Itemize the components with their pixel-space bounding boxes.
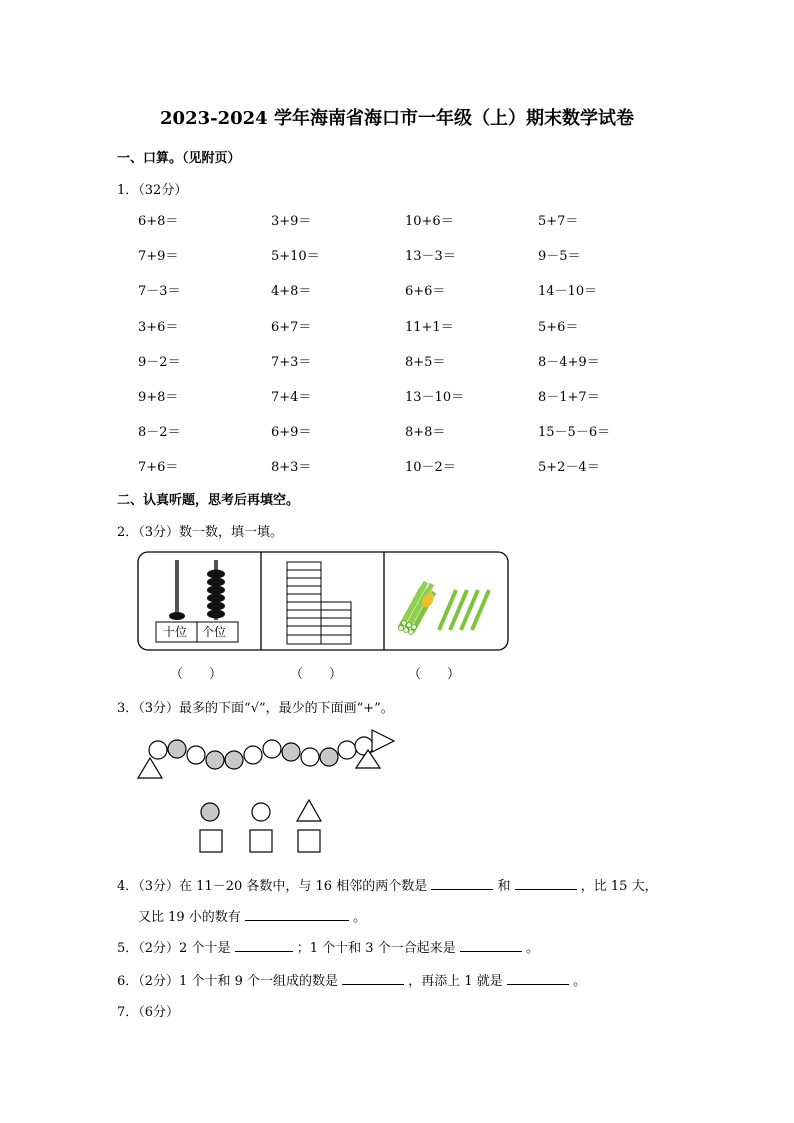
arithmetic-problem: 7+9＝ bbox=[138, 249, 179, 264]
question-2-label: 2．（3分）数一数，填一填。 bbox=[117, 525, 284, 540]
arithmetic-problem: 8－4+9＝ bbox=[538, 355, 600, 370]
circle-icon bbox=[244, 746, 262, 764]
arithmetic-problem: 5+10＝ bbox=[271, 249, 320, 264]
stick-bundle-icon bbox=[399, 582, 490, 635]
gray-circle-icon bbox=[201, 803, 219, 821]
arithmetic-problem: 8+3＝ bbox=[271, 460, 312, 475]
arithmetic-problem: 6+6＝ bbox=[405, 284, 446, 299]
arithmetic-problem: 7+3＝ bbox=[271, 355, 312, 370]
arithmetic-problem: 6+8＝ bbox=[138, 214, 179, 229]
answer-slot-1[interactable]: （ ） bbox=[170, 667, 223, 682]
circle-icon bbox=[301, 748, 319, 766]
abacus-ones-label: 个位 bbox=[202, 625, 227, 639]
circle-icon bbox=[252, 803, 270, 821]
section-2-heading: 二、认真听题，思考后再填空。 bbox=[117, 493, 300, 508]
arithmetic-problem: 7+6＝ bbox=[138, 460, 179, 475]
question-3-label: 3．（3分）最多的下面“√”，最少的下面画“+”。 bbox=[117, 701, 394, 716]
abacus-tens-label: 十位 bbox=[163, 625, 188, 639]
blank-6b[interactable] bbox=[507, 972, 569, 985]
arithmetic-problem: 9－2＝ bbox=[138, 355, 181, 370]
circle-icon bbox=[149, 741, 167, 759]
question-6-text-a: 6．（2分）1 个十和 9 个一组成的数是 bbox=[117, 974, 338, 989]
question-4-text-d: 又比 19 小的数有 bbox=[138, 910, 241, 925]
question-7-label: 7．（6分） bbox=[117, 1005, 180, 1020]
arithmetic-problem: 9+8＝ bbox=[138, 390, 179, 405]
question-1-label: 1．（32分） bbox=[117, 183, 188, 198]
question-4-text-b: 和 bbox=[497, 879, 511, 894]
question-5-text-c: 。 bbox=[525, 941, 539, 956]
blank-4c[interactable] bbox=[245, 908, 349, 921]
exam-title: 2023-2024 学年海南省海口市一年级（上）期末数学试卷 bbox=[160, 108, 634, 129]
triangle-icon bbox=[372, 730, 394, 752]
arithmetic-problem: 9－5＝ bbox=[538, 249, 581, 264]
arithmetic-problem: 14－10＝ bbox=[538, 284, 598, 299]
gray-circle-icon bbox=[168, 740, 186, 758]
arithmetic-problem: 7－3＝ bbox=[138, 284, 181, 299]
block-grid-icon bbox=[287, 562, 351, 644]
answer-slot-3[interactable]: （ ） bbox=[408, 667, 461, 682]
circle-icon bbox=[263, 740, 281, 758]
arithmetic-problem: 5+6＝ bbox=[538, 320, 579, 335]
blank-4b[interactable] bbox=[515, 877, 577, 890]
gray-circle-icon bbox=[206, 751, 224, 769]
arithmetic-problem: 8－1+7＝ bbox=[538, 390, 600, 405]
gray-circle-icon bbox=[282, 743, 300, 761]
section-1-heading: 一、口算。（见附页） bbox=[117, 151, 241, 166]
arithmetic-problem: 13－3＝ bbox=[405, 249, 456, 264]
answer-box-2[interactable] bbox=[250, 830, 272, 852]
arithmetic-problem: 5+2－4＝ bbox=[538, 460, 600, 475]
question-4-text-a: 4．（3分）在 11－20 各数中，与 16 相邻的两个数是 bbox=[117, 879, 428, 894]
triangle-icon bbox=[297, 800, 321, 821]
question-4-text-c: ，比 15 大， bbox=[580, 879, 658, 894]
arithmetic-problem: 15－5－6＝ bbox=[538, 425, 611, 440]
answer-slot-2[interactable]: （ ） bbox=[290, 667, 343, 682]
triangle-icon bbox=[138, 758, 162, 778]
shapes-figure bbox=[134, 728, 398, 858]
arithmetic-problem: 6+9＝ bbox=[271, 425, 312, 440]
arithmetic-problem: 11+1＝ bbox=[405, 320, 454, 335]
arithmetic-problem: 6+7＝ bbox=[271, 320, 312, 335]
question-5-text-b: ；1 个十和 3 个一合起来是 bbox=[296, 941, 456, 956]
question-5-text-a: 5．（2分）2 个十是 bbox=[117, 941, 231, 956]
blank-4a[interactable] bbox=[431, 877, 493, 890]
circle-icon bbox=[355, 737, 373, 755]
blank-5a[interactable] bbox=[235, 939, 293, 952]
arithmetic-problem: 13－10＝ bbox=[405, 390, 465, 405]
question-4-text-e: 。 bbox=[353, 910, 367, 925]
arithmetic-problem: 10－2＝ bbox=[405, 460, 456, 475]
gray-circle-icon bbox=[225, 751, 243, 769]
answer-box-3[interactable] bbox=[298, 830, 320, 852]
arithmetic-problem: 3+9＝ bbox=[271, 214, 312, 229]
question-6-text-b: ，再添上 1 就是 bbox=[408, 974, 503, 989]
circle-icon bbox=[187, 746, 205, 764]
arithmetic-problem: 7+4＝ bbox=[271, 390, 312, 405]
question-4-line-1 bbox=[117, 875, 658, 894]
arithmetic-problem: 4+8＝ bbox=[271, 284, 312, 299]
arithmetic-problem: 10+6＝ bbox=[405, 214, 454, 229]
answer-box-1[interactable] bbox=[200, 830, 222, 852]
arithmetic-problem: 8－2＝ bbox=[138, 425, 181, 440]
question-6 bbox=[117, 970, 586, 989]
question-4-line-2 bbox=[138, 906, 366, 925]
blank-6a[interactable] bbox=[342, 972, 404, 985]
arithmetic-problem: 8+8＝ bbox=[405, 425, 446, 440]
question-5 bbox=[117, 937, 539, 956]
gray-circle-icon bbox=[320, 748, 338, 766]
question-6-text-c: 。 bbox=[573, 974, 587, 989]
arithmetic-problem: 8+5＝ bbox=[405, 355, 446, 370]
arithmetic-problem: 5+7＝ bbox=[538, 214, 579, 229]
arithmetic-problem: 3+6＝ bbox=[138, 320, 179, 335]
blank-5b[interactable] bbox=[460, 939, 522, 952]
circle-icon bbox=[338, 741, 356, 759]
